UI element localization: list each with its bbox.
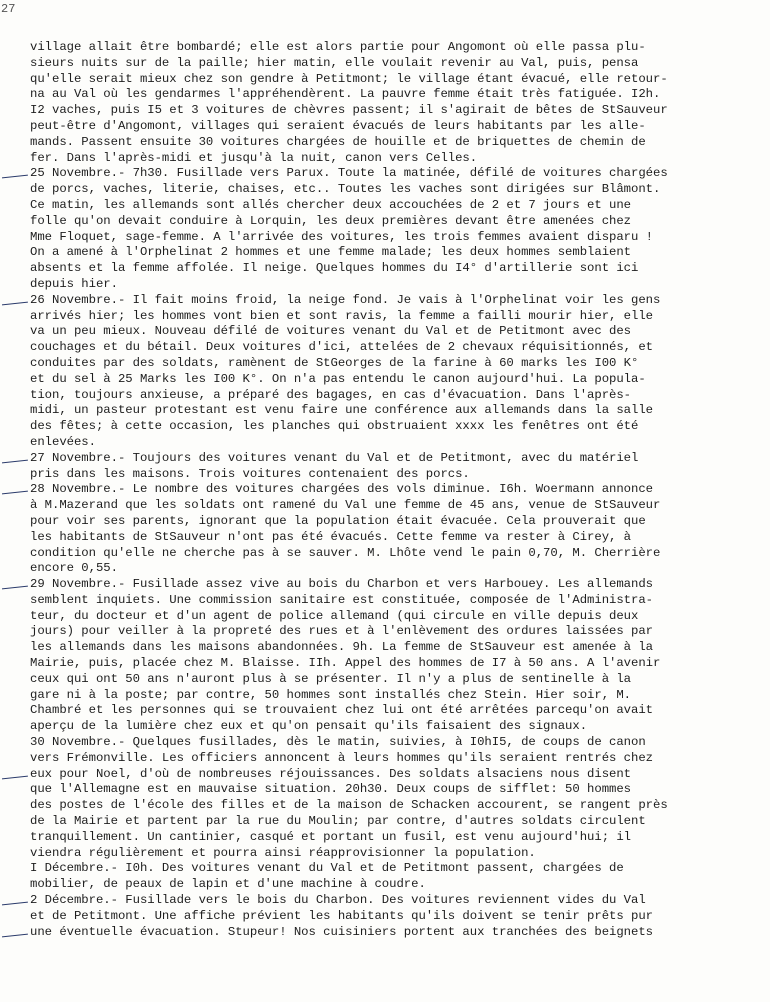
page-text [30, 40, 766, 940]
text-line: Mme Floquet, sage-femme. A l'arrivée des voitures, les trois femmes avaient disparu ! [30, 229, 653, 244]
text-line: 26 Novembre.- Il fait moins froid, la neige fond. Je vais à l'Orphelinat voir les gens [30, 292, 661, 307]
text-line: On a amené à l'Orphelinat 2 hommes et une femme malade; les deux hommes semblaient [30, 245, 632, 260]
text-line: et du sel à 25 Marks les I00 K°. On n'a pas entendu le canon aujourd'hui. La popula- [30, 371, 646, 386]
text-line: couchages et du bétail. Deux voitures d'ici, attelées de 2 chevaux réquisitionnés, et [30, 340, 653, 355]
text-line: peut-être d'Angomont, villages qui seraient évacués de leurs habitants par les alle- [30, 118, 646, 133]
text-line: 29 Novembre.- Fusillade assez vive au bois du Charbon et vers Harbouey. Les allemands [30, 577, 653, 592]
text-line: midi, un pasteur protestant est venu faire une conférence aux allemands dans la salle [30, 403, 653, 418]
text-line: sieurs nuits sur de la paille; hier matin, elle voulait revenir au Val, puis, pensa [30, 55, 639, 70]
text-line: vers Frémonville. Les officiers annoncent à leurs hommes qu'ils seraient rentrés chez [30, 750, 653, 765]
text-line: pris dans les maisons. Trois voitures contenaient des porcs. [30, 466, 470, 481]
text-line: I Décembre.- I0h. Des voitures venant du Val et de Petitmont passent, chargées de [30, 861, 624, 876]
text-line: arrivés hier; les hommes vont bien et sont ravis, la femme a failli mourir hier, elle [30, 308, 653, 323]
text-line: 2 Décembre.- Fusillade vers le bois du Charbon. Des voitures reviennent vides du Val [30, 893, 646, 908]
text-line: les habitants de StSauveur n'ont pas été évacués. Cette femme va rester à Cirey, à [30, 529, 632, 544]
text-line: pour voir ses parents, ignorant que la population était évacuée. Cela prouverait que [30, 513, 646, 528]
text-line: Ce matin, les allemands sont allés chercher deux accouchées de 2 et 7 jours et une [30, 197, 632, 212]
text-line: semblent inquiets. Une commission sanitaire est constituée, composée de l'Administra- [30, 592, 653, 607]
text-line: de porcs, vaches, literie, chaises, etc.. Toutes les vaches sont dirigées sur Blâmont. [30, 182, 661, 197]
text-line: qu'elle serait mieux chez son gendre à Petitmont; le village étant évacué, elle retour- [30, 71, 668, 86]
text-line: à M.Mazerand que les soldats ont ramené du Val une femme de 45 ans, venue de StSauveur [30, 498, 661, 513]
text-line: 25 Novembre.- 7h30. Fusillade vers Parux. Toute la matinée, défilé de voitures chargées [30, 166, 668, 181]
text-line: folle qu'on devait conduire à Lorquin, les deux premières devant être amenées chez [30, 213, 632, 228]
entry-pen-mark [2, 933, 28, 938]
text-line: condition qu'elle ne cherche pas à se sauver. M. Lhôte vend le pain 0,70, M. Cherrière [30, 545, 661, 560]
entry-pen-mark [2, 775, 28, 780]
text-line: conduites par des soldats, ramènent de StGeorges de la farine à 60 marks les I00 K° [30, 355, 639, 370]
text-line: teur, du docteur et d'un agent de police allemand (qui circule en ville depuis deux [30, 608, 639, 623]
entry-pen-mark [2, 491, 28, 496]
text-line: va un peu mieux. Nouveau défilé de voitures venant du Val et de Petitmont avec des [30, 324, 632, 339]
text-line: une éventuelle évacuation. Stupeur! Nos cuisiniers portent aux tranchées des beignets [30, 924, 653, 939]
entry-pen-mark [2, 175, 28, 180]
text-line: fer. Dans l'après-midi et jusqu'à la nuit, canon vers Celles. [30, 150, 478, 165]
text-line: que l'Allemagne est en mauvaise situation. 20h30. Deux coups de sifflet: 50 hommes [30, 782, 632, 797]
entry-pen-mark [2, 301, 28, 306]
text-line: les allemands dans les maisons abandonnées. 9h. La femme de StSauveur est amenée à la [30, 640, 653, 655]
text-line: mobilier, de peaux de lapin et d'une machine à coudre. [30, 877, 426, 892]
text-line: Mairie, puis, placée chez M. Blaisse. IIh. Appel des hommes de I7 à 50 ans. A l'avenir [30, 656, 661, 671]
text-line: tion, toujours anxieuse, a préparé des bagages, en cas d'évacuation. Dans l'après- [30, 387, 632, 402]
text-line: depuis hier. [30, 276, 118, 291]
text-line: I2 vaches, puis I5 et 3 voitures de chèvres passent; il s'agirait de bêtes de StSauveur [30, 103, 668, 118]
folio-number: 27 [1, 2, 16, 16]
text-line: enlevées. [30, 434, 96, 449]
text-line: jours) pour veiller à la propreté des rues et à l'enlèvement des ordures laissées par [30, 624, 653, 639]
text-line: ceux qui ont 50 ans n'auront plus à se présenter. Il n'y a plus de sentinelle à la [30, 671, 632, 686]
entry-pen-mark [2, 902, 28, 907]
text-line: 30 Novembre.- Quelques fusillades, dès le matin, suivies, à I0hI5, de coups de canon [30, 735, 646, 750]
text-line: tranquillement. Un cantinier, casqué et portant un fusil, est venu aujourd'hui; il [30, 829, 632, 844]
text-line: Chambré et les personnes qui se trouvaient chez lui ont été arrêtées parcequ'on avait [30, 703, 653, 718]
text-line: absents et la femme affolée. Il neige. Quelques hommes du I4° d'artillerie sont ici [30, 261, 639, 276]
text-line: des postes de l'école des filles et de la maison de Schacken accourent, se rangent près [30, 798, 668, 813]
text-line: viendra régulièrement et pourra ainsi réapprovisionner la population. [30, 845, 536, 860]
text-line: des fêtes; à cette occasion, les planches qui obstruaient xxxx les fenêtres ont été [30, 419, 639, 434]
text-line: gare ni à la poste; par contre, 50 hommes sont installés chez Stein. Hier soir, M. [30, 687, 632, 702]
entry-pen-mark [2, 586, 28, 591]
text-line: village allait être bombardé; elle est alors partie pour Angomont où elle passa plu- [30, 40, 646, 54]
text-line: eux pour Noel, d'où de nombreuses réjouissances. Des soldats alsaciens nous disent [30, 766, 632, 781]
text-line: 27 Novembre.- Toujours des voitures venant du Val et de Petitmont, avec du matériel [30, 450, 639, 465]
text-line: na au Val où les gendarmes l'appréhendèrent. La pauvre femme était très fatiguée. I2h. [30, 87, 661, 102]
text-line: de la Mairie et partent par la rue du Moulin; par contre, d'autres soldats circulent [30, 814, 646, 829]
entry-pen-mark [2, 459, 28, 464]
text-line: et de Petitmont. Une affiche prévient les habitants qu'ils doivent se tenir prêts pur [30, 908, 653, 923]
text-line: 28 Novembre.- Le nombre des voitures chargées des vols diminue. I6h. Woermann annonce [30, 482, 653, 497]
text-line: mands. Passent ensuite 30 voitures chargées de houille et de briquettes de chemin de [30, 134, 646, 149]
text-line: encore 0,55. [30, 561, 118, 576]
text-line: aperçu de la lumière chez eux et qu'on pensait qu'ils faisaient des signaux. [30, 719, 588, 734]
